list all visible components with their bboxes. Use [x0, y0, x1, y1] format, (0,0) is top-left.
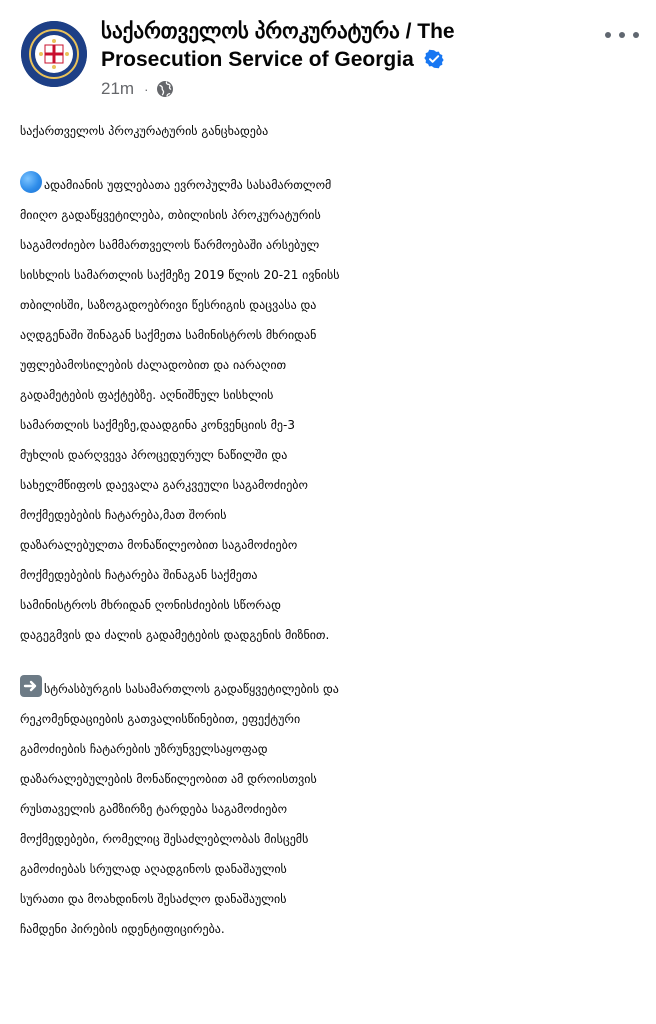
post-line: დაზარალებულთა მონაწილეობით საგამოძიებო	[20, 538, 298, 552]
post-paragraph-investigation	[20, 674, 640, 944]
more-options-icon	[605, 32, 611, 38]
page-name[interactable]	[101, 18, 571, 74]
post-line: მუხლის დარღვევა პროცედურულ ნაწილში და	[20, 448, 288, 462]
post-line-with-emoji	[20, 674, 640, 704]
right-arrow-icon	[20, 675, 42, 697]
post-line: მიიღო გადაწყვეტილება, თბილისის პროკურატურის	[20, 208, 321, 222]
post-line: გადამეტების ფაქტებზე. აღნიშნულ სისხლის	[20, 388, 274, 402]
post-line: თბილისში, საზოგადოებრივი წესრიგის დაცვასა და	[20, 298, 317, 312]
post-header	[0, 0, 656, 110]
post-line: უფლებამოსილების ძალადობით და იარაღით	[20, 358, 287, 372]
post-paragraph-ruling	[20, 170, 640, 650]
post-line: დაზარალებულების მონაწილეობით ამ დროისთვის	[20, 772, 317, 786]
more-options-dot	[633, 32, 639, 38]
post-line: გამოძიების ჩატარების უზრუნველსაყოფად	[20, 742, 268, 756]
post-line: სამართლის საქმეზე,დაადგინა კონვენციის მე-3	[20, 418, 295, 432]
post-line: აღდგენაში შინაგან საქმეთა სამინისტროს მხრიდან	[20, 328, 317, 342]
page-name-text[interactable]: საქართველოს პროკურატურა / The Prosecution Service of Georgia	[101, 20, 455, 71]
post-line: სამინისტროს მხრიდან ღონისძიების სწორად	[20, 598, 281, 612]
post-line: მოქმედებების ჩატარება,მათ შორის	[20, 508, 227, 522]
post-line-text: სტრასბურგის სასამართლოს გადაწყვეტილების და	[44, 682, 339, 696]
post-line: მოქმედებები, რომელიც შესაძლებლობას მისცემს	[20, 832, 309, 846]
post-line: რეკომენდაციების გათვალისწინებით, ეფექტური	[20, 712, 301, 726]
post-line: რუსთაველის გამზირზე ტარდება საგამოძიებო	[20, 802, 287, 816]
page-avatar[interactable]	[21, 21, 87, 87]
post-line: სახელმწიფოს დაევალა გარკვეული საგამოძიებო	[20, 478, 308, 492]
meta-separator: ·	[144, 81, 149, 97]
post-line: საგამოძიებო სამმართველოს წარმოებაში არსებულ	[20, 238, 320, 252]
post-line-with-emoji	[20, 170, 640, 200]
post-line: საქართველოს პროკურატურის განცხადება	[20, 124, 269, 138]
globe-icon[interactable]	[156, 80, 174, 98]
verified-badge-icon	[424, 49, 444, 69]
post-line: დაგეგმვის და ძალის გადამეტების დადგენის მიზნით.	[20, 628, 330, 642]
post-line: მოქმედებების ჩატარება შინაგან საქმეთა	[20, 568, 258, 582]
post-paragraph-title	[20, 116, 640, 146]
blue-circle-icon	[20, 171, 42, 193]
post-timestamp[interactable]: 21m	[101, 79, 135, 98]
post-meta	[101, 78, 174, 100]
more-options-button[interactable]	[605, 24, 639, 46]
prosecution-emblem-icon	[21, 21, 87, 87]
post-line: სისხლის სამართლის საქმეზე 2019 წლის 20-21 ივნისს	[20, 268, 340, 282]
more-options-dot	[619, 32, 625, 38]
post-line: ჩამდენი პირების იდენტიფიცირება.	[20, 922, 225, 936]
post-line-text: ადამიანის უფლებათა ევროპულმა სასამართლომ	[44, 178, 332, 192]
post-line: სურათი და მოახდინოს შესაძლო დანაშაულის	[20, 892, 287, 906]
post-line: გამოძიებას სრულად აღადგინოს დანაშაულის	[20, 862, 287, 876]
post-text	[20, 116, 640, 968]
